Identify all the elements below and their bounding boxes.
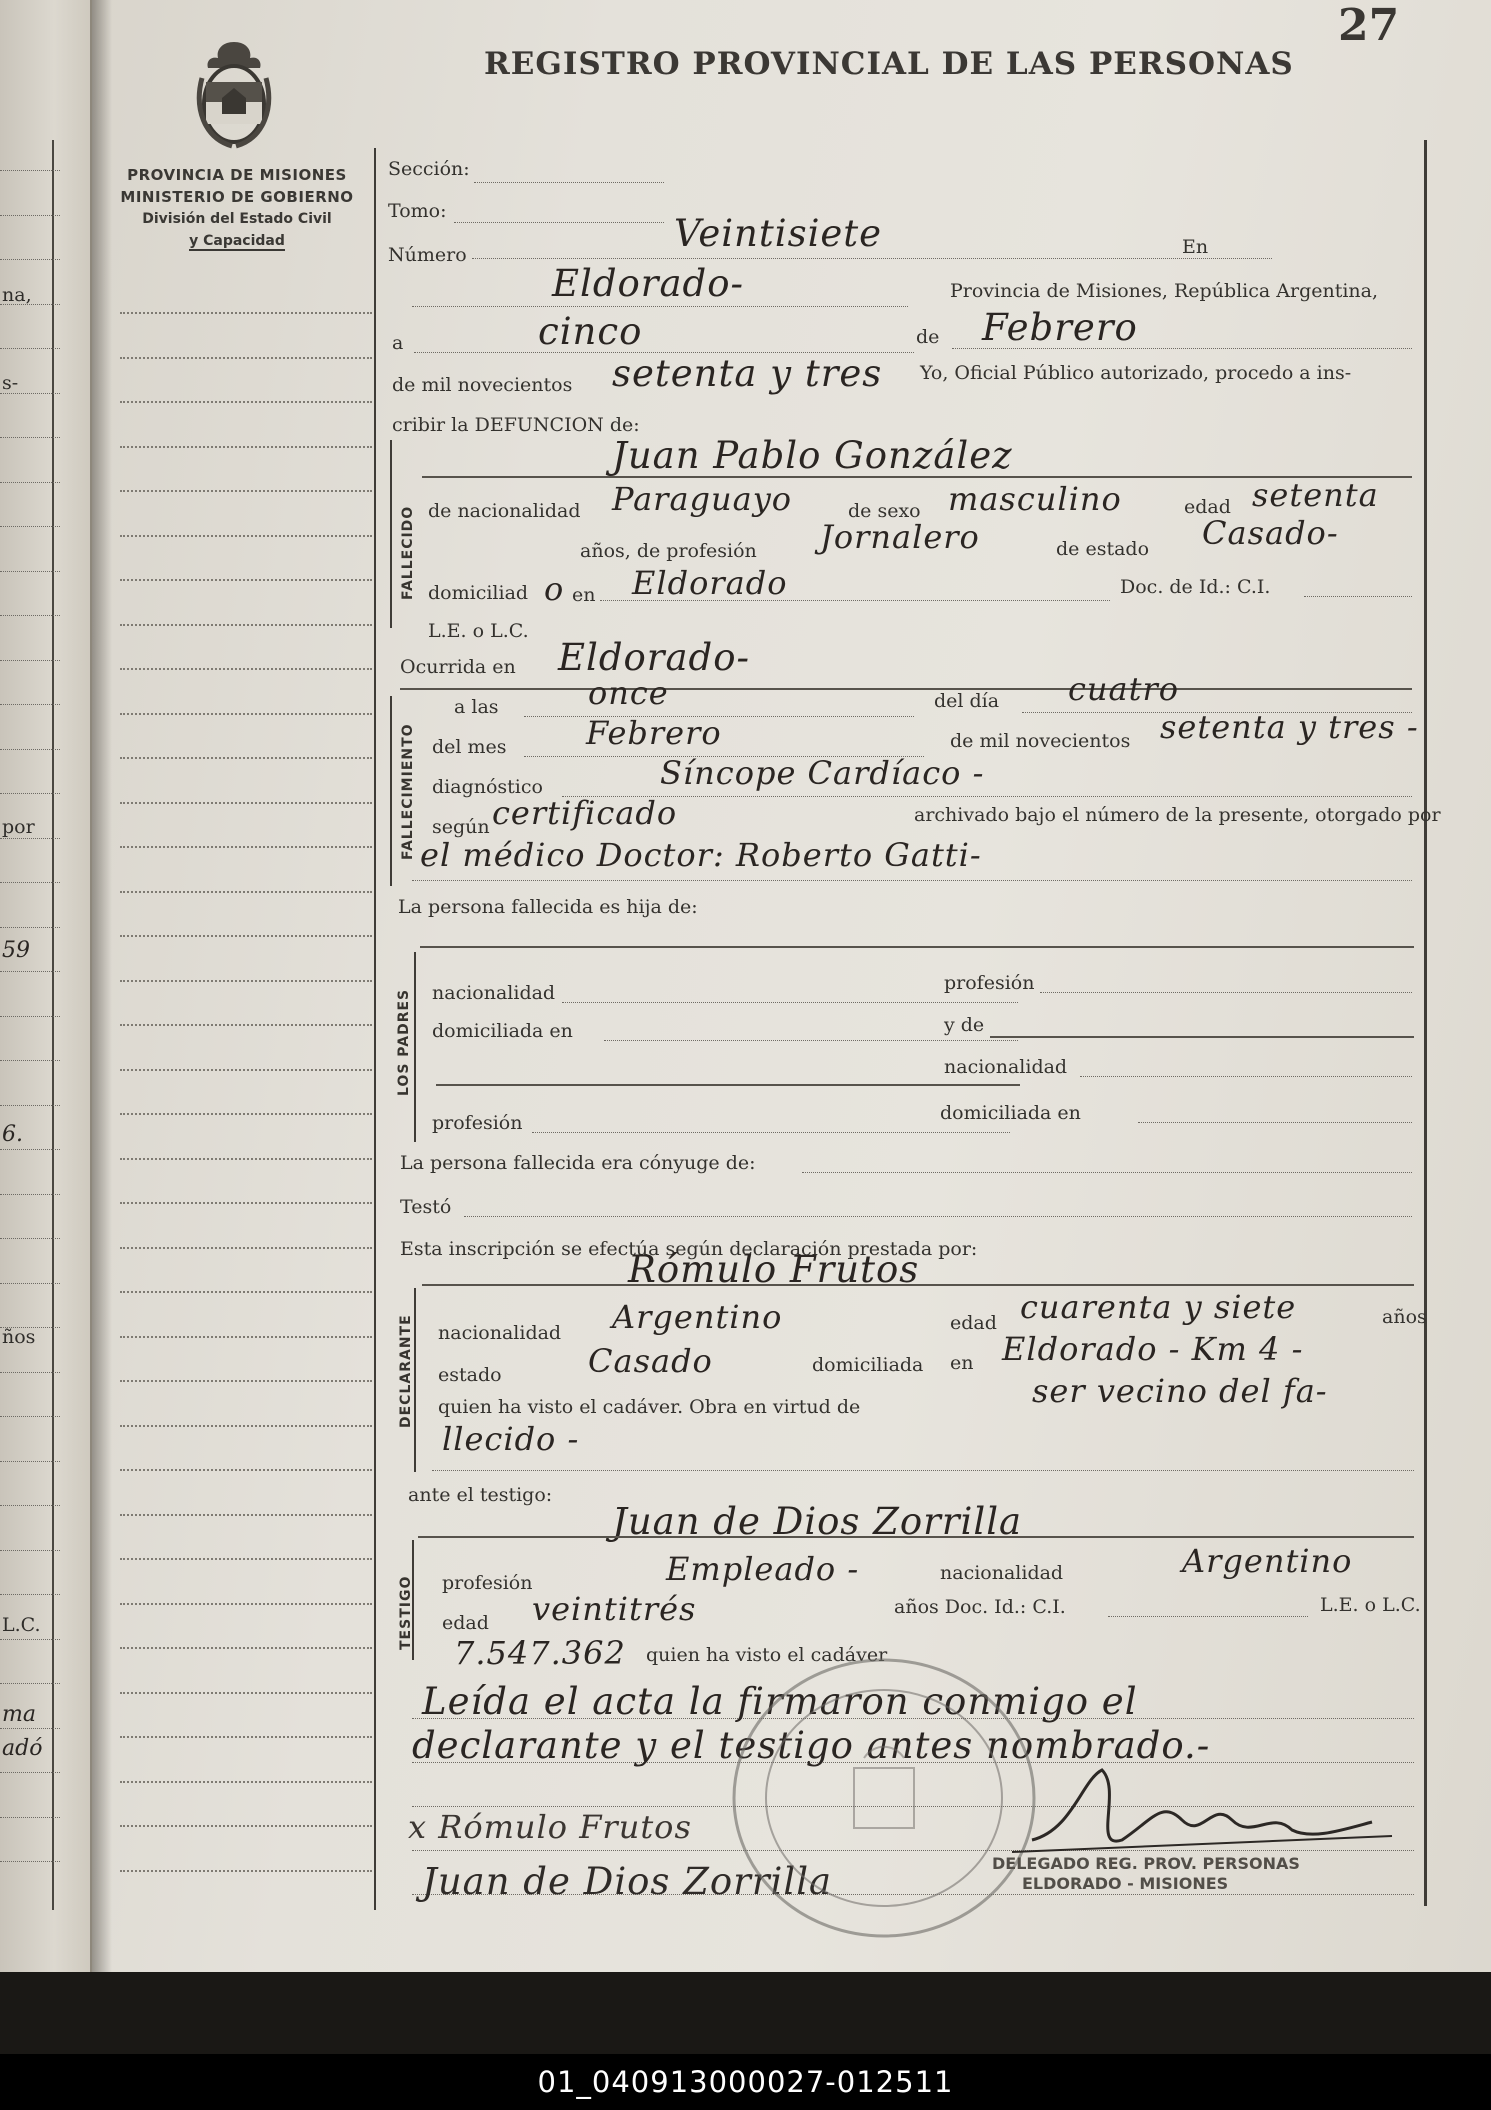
- margin-note-line: [120, 1825, 372, 1827]
- domicilio-field: [600, 600, 1110, 601]
- left-page-line: [0, 704, 60, 705]
- madre-nacionalidad-field[interactable]: [1080, 1076, 1412, 1077]
- declarante-virtud-cont[interactable]: llecido -: [442, 1420, 580, 1458]
- declarante-estado-label: estado: [438, 1364, 502, 1386]
- left-page-fragment: s-: [2, 372, 19, 394]
- left-page-line: [0, 927, 60, 928]
- mes-value[interactable]: Febrero: [586, 714, 722, 752]
- form-left-rule: [374, 148, 376, 1910]
- margin-note-line: [120, 1603, 372, 1605]
- left-page-fragment: adó: [2, 1736, 43, 1761]
- left-page-line: [0, 1105, 60, 1106]
- testigo-section-label: TESTIGO: [398, 1575, 414, 1650]
- image-id-caption: 01_040913000027-012511: [0, 2054, 1491, 2110]
- margin-note-line: [120, 1247, 372, 1249]
- declarante-section-label: DECLARANTE: [398, 1314, 414, 1428]
- padre-line: [436, 1084, 1020, 1086]
- margin-note-line: [120, 1781, 372, 1783]
- left-page-line: [0, 1861, 60, 1862]
- province-name: PROVINCIA DE MISIONES: [127, 166, 347, 184]
- left-page-line: [0, 882, 60, 883]
- estado-label: de estado: [1056, 538, 1150, 560]
- official-stamp-text: DELEGADO REG. PROV. PERSONAS ELDORADO - MISIONES: [992, 1854, 1300, 1893]
- padres-intro: La persona fallecida es hija de:: [398, 896, 698, 918]
- left-page-line: [0, 1728, 60, 1729]
- margin-note-line: [120, 1692, 372, 1694]
- declarante-virtud-field: [432, 1470, 1414, 1471]
- tomo-label: Tomo:: [388, 200, 447, 222]
- testigo-le-lc-label: L.E. o L.C.: [1320, 1594, 1421, 1616]
- place-value[interactable]: Eldorado-: [552, 262, 745, 305]
- division-name-cont: y Capacidad: [189, 233, 285, 249]
- declarante-name-field: [422, 1284, 1414, 1286]
- ministry-name: MINISTERIO DE GOBIERNO: [120, 188, 354, 206]
- provincia-text: Provincia de Misiones, República Argentina,: [950, 280, 1379, 302]
- numero-value[interactable]: Veintisiete: [674, 212, 883, 255]
- testigo-edad-label: edad: [442, 1612, 489, 1634]
- margin-note-line: [120, 1870, 372, 1872]
- left-page-fragment: por: [2, 816, 35, 838]
- testigo-name-field: [418, 1536, 1414, 1538]
- month-field: [952, 348, 1412, 349]
- form-right-rule: [1424, 140, 1427, 1906]
- margin-note-line: [120, 1514, 372, 1516]
- le-lc-label: L.E. o L.C.: [428, 620, 529, 642]
- doc-field[interactable]: [1304, 596, 1412, 597]
- left-page-line: [0, 838, 60, 839]
- margin-note-line: [120, 1736, 372, 1738]
- testigo-profesion-label: profesión: [442, 1572, 533, 1594]
- conyuge-label: La persona fallecida era cónyuge de:: [400, 1152, 756, 1174]
- edad-label: edad: [1184, 496, 1231, 518]
- left-page-line: [0, 1772, 60, 1773]
- seccion-label: Sección:: [388, 158, 470, 180]
- place-field: [412, 306, 908, 307]
- sexo-label: de sexo: [848, 500, 921, 522]
- left-page-line: [0, 393, 60, 394]
- left-page-line: [0, 1194, 60, 1195]
- dia-value[interactable]: cuatro: [1068, 670, 1180, 708]
- declarante-edad-value[interactable]: cuarenta y siete: [1020, 1288, 1297, 1326]
- left-page-line: [0, 526, 60, 527]
- left-page-line: [0, 1416, 60, 1417]
- deceased-name[interactable]: Juan Pablo González: [612, 434, 1013, 477]
- oficial-text: Yo, Oficial Público autorizado, procedo a ins-: [920, 362, 1352, 384]
- fallecimiento-bracket: [390, 696, 392, 886]
- ocurrida-value[interactable]: Eldorado-: [558, 636, 751, 679]
- testigo-quien-label: quien ha visto el cadáver: [646, 1644, 888, 1666]
- left-page-line: [0, 259, 60, 260]
- left-page-line: [0, 304, 60, 305]
- left-page-fragment: L.C.: [2, 1614, 41, 1636]
- left-page-line: [0, 1149, 60, 1150]
- inscribir-text: cribir la DEFUNCION de:: [392, 414, 640, 436]
- margin-note-line: [120, 1202, 372, 1204]
- left-page-line: [0, 1016, 60, 1017]
- padre-domiciliada-label: domiciliada en: [432, 1020, 573, 1042]
- margin-note-line: [120, 312, 372, 314]
- madre-profesion-field[interactable]: [532, 1132, 1010, 1133]
- margin-note-line: [120, 980, 372, 982]
- padre-profesion-label: profesión: [944, 972, 1035, 994]
- y-de-label: y de: [944, 1014, 985, 1036]
- margin-note-line: [120, 668, 372, 670]
- declarante-en-label: en: [950, 1352, 974, 1374]
- padre-nacionalidad-field[interactable]: [562, 1002, 1018, 1003]
- left-page-fragment: ma: [2, 1702, 36, 1727]
- left-page-line: [0, 1238, 60, 1239]
- declarante-anos-label: años: [1382, 1306, 1427, 1328]
- margin-note-line: [120, 446, 372, 448]
- closing-line-2: declarante y el testigo antes nombrado.-: [412, 1724, 1211, 1767]
- declarante-quien-label: quien ha visto el cadáver. Obra en virtud de: [438, 1396, 861, 1418]
- del-mes-label: del mes: [432, 736, 507, 758]
- de-label: de: [916, 326, 940, 348]
- left-page-line: [0, 1505, 60, 1506]
- madre-profesion-label: profesión: [432, 1112, 523, 1134]
- edad-value[interactable]: setenta: [1252, 476, 1379, 514]
- declarante-signature: x Rómulo Frutos: [408, 1808, 692, 1846]
- testigo-edad-value[interactable]: veintitrés: [532, 1590, 697, 1628]
- segun-label: según: [432, 816, 490, 838]
- margin-note-line: [120, 846, 372, 848]
- left-page-line: [0, 615, 60, 616]
- year-prefix: de mil novecientos: [392, 374, 573, 396]
- page-number: 27: [1338, 0, 1400, 51]
- division-name: División del Estado Civil: [142, 211, 332, 227]
- left-page-line: [0, 1550, 60, 1551]
- ocurrida-label: Ocurrida en: [400, 656, 516, 678]
- del-dia-label: del día: [934, 690, 1000, 712]
- testigo-name[interactable]: Juan de Dios Zorrilla: [612, 1500, 1023, 1543]
- left-page-fragment: 6.: [2, 1122, 23, 1147]
- register-page: [92, 0, 1491, 1972]
- madre-nacionalidad-label: nacionalidad: [944, 1056, 1068, 1078]
- margin-note-line: [120, 891, 372, 893]
- sexo-value[interactable]: masculino: [948, 480, 1122, 518]
- margin-note-line: [120, 1291, 372, 1293]
- year-value[interactable]: setenta y tres: [612, 352, 883, 395]
- left-page-line: [0, 971, 60, 972]
- page-title: REGISTRO PROVINCIAL DE LAS PERSONAS: [484, 46, 1294, 82]
- left-page-edge: [0, 0, 92, 1972]
- month-value[interactable]: Febrero: [982, 306, 1138, 349]
- left-page-line: [0, 1327, 60, 1328]
- declarante-nacionalidad-label: nacionalidad: [438, 1322, 562, 1344]
- madre-name-field[interactable]: [990, 1036, 1414, 1038]
- declarante-domicilio-value[interactable]: Eldorado - Km 4 -: [1002, 1330, 1304, 1368]
- margin-note-line: [120, 757, 372, 759]
- medico-field: [412, 880, 1412, 881]
- margin-note-line: [120, 1647, 372, 1649]
- nacionalidad-value[interactable]: Paraguayo: [612, 480, 793, 518]
- closing-line-1: Leída el acta la firmaron conmigo el: [422, 1680, 1138, 1723]
- padre-profesion-field[interactable]: [1040, 992, 1412, 993]
- doc-label: Doc. de Id.: C.I.: [1120, 576, 1271, 598]
- profesion-value[interactable]: Jornalero: [820, 518, 980, 556]
- diagnostico-label: diagnóstico: [432, 776, 543, 798]
- left-page-line: [0, 793, 60, 794]
- testigo-doc-label: años Doc. Id.: C.I.: [894, 1596, 1066, 1618]
- margin-note-line: [120, 1425, 372, 1427]
- archivado-text: archivado bajo el número de la presente, otorgado por: [914, 804, 1441, 826]
- testo-field[interactable]: [464, 1216, 1412, 1217]
- left-page-line: [0, 660, 60, 661]
- left-page-fragment: ños: [2, 1326, 36, 1348]
- declarante-edad-label: edad: [950, 1312, 997, 1334]
- anio-value[interactable]: setenta y tres -: [1160, 708, 1419, 746]
- padres-section-label: LOS PADRES: [396, 988, 412, 1096]
- a-label: a: [392, 332, 404, 354]
- left-page-line: [0, 749, 60, 750]
- numero-field: [472, 258, 1272, 259]
- nacionalidad-label: de nacionalidad: [428, 500, 581, 522]
- declarante-domiciliada-label: domiciliada: [812, 1354, 924, 1376]
- declarante-name[interactable]: Rómulo Frutos: [628, 1248, 920, 1291]
- left-page-line: [0, 1372, 60, 1373]
- left-page-line: [0, 482, 60, 483]
- mil-label: de mil novecientos: [950, 730, 1131, 752]
- estado-value[interactable]: Casado-: [1202, 514, 1339, 552]
- fallecimiento-section-label: FALLECIMIENTO: [400, 723, 416, 860]
- domicilio-value[interactable]: Eldorado: [632, 564, 788, 602]
- testigo-signature: Juan de Dios Zorrilla: [422, 1860, 833, 1903]
- margin-note-line: [120, 357, 372, 359]
- margin-note-line: [120, 579, 372, 581]
- left-page-line: [0, 348, 60, 349]
- left-page-line: [0, 1683, 60, 1684]
- ocurrida-rule: [400, 688, 1412, 690]
- margin-note-line: [120, 1336, 372, 1338]
- left-page-line: [0, 1594, 60, 1595]
- declarante-estado-value[interactable]: Casado: [588, 1342, 713, 1380]
- testigo-ante-label: ante el testigo:: [408, 1484, 553, 1506]
- a-las-label: a las: [454, 696, 499, 718]
- margin-note-line: [120, 935, 372, 937]
- testigo-doc-field[interactable]: [1108, 1616, 1308, 1617]
- padres-bracket: [414, 952, 416, 1142]
- left-page-fragment: na,: [2, 284, 32, 306]
- declaracion-intro: Esta inscripción se efectúa según declaración prestada por:: [400, 1238, 978, 1260]
- margin-note-line: [120, 1113, 372, 1115]
- madre-domiciliada-label: domiciliada en: [940, 1102, 1081, 1124]
- left-page-line: [0, 1639, 60, 1640]
- testigo-profesion-value[interactable]: Empleado -: [666, 1550, 860, 1588]
- official-seal-stamp-icon: [714, 1648, 1054, 1948]
- left-page-line: [0, 1817, 60, 1818]
- page-gutter-shadow: [92, 0, 112, 1972]
- padre-nacionalidad-label: nacionalidad: [432, 982, 556, 1004]
- left-page-line: [0, 1283, 60, 1284]
- margin-note-line: [120, 1069, 372, 1071]
- testigo-nacionalidad-value[interactable]: Argentino: [1182, 1542, 1353, 1580]
- seccion-field[interactable]: [474, 182, 664, 183]
- left-page-line: [0, 1461, 60, 1462]
- declarante-bracket: [414, 1288, 416, 1472]
- margin-note-line: [120, 802, 372, 804]
- declarante-virtud-value[interactable]: ser vecino del fa-: [1032, 1372, 1328, 1410]
- domicilio-o: o: [544, 570, 565, 608]
- declarante-nacionalidad-value[interactable]: Argentino: [612, 1298, 783, 1336]
- left-page-line: [0, 215, 60, 216]
- day-value[interactable]: cinco: [538, 310, 643, 353]
- margin-note-line: [120, 1158, 372, 1160]
- tomo-field[interactable]: [454, 222, 664, 223]
- hora-value[interactable]: once: [588, 674, 669, 712]
- medico-value[interactable]: el médico Doctor: Roberto Gatti-: [420, 836, 982, 874]
- left-page-margin-rule: [52, 140, 54, 1910]
- madre-domicilio-field[interactable]: [1138, 1122, 1412, 1123]
- left-page-line: [0, 571, 60, 572]
- fallecido-bracket: [390, 440, 392, 628]
- margin-note-line: [120, 713, 372, 715]
- issuing-authority: [92, 164, 382, 252]
- left-page-fragment: 59: [2, 938, 30, 963]
- domicilio-en-label: en: [572, 584, 596, 606]
- testo-label: Testó: [400, 1196, 452, 1218]
- left-page-line: [0, 1060, 60, 1061]
- numero-label: Número: [388, 244, 467, 266]
- fallecido-section-label: FALLECIDO: [400, 505, 416, 600]
- testigo-nacionalidad-label: nacionalidad: [940, 1562, 1064, 1584]
- margin-note-line: [120, 490, 372, 492]
- argentina-coat-of-arms-icon: [192, 38, 276, 150]
- padres-rule: [420, 946, 1414, 948]
- conyuge-field[interactable]: [802, 1172, 1412, 1173]
- margin-note-line: [120, 1469, 372, 1471]
- anos-profesion-label: años, de profesión: [580, 540, 757, 562]
- margin-note-line: [120, 1558, 372, 1560]
- domicilio-label: domiciliad: [428, 582, 529, 604]
- left-page-line: [0, 437, 60, 438]
- diagnostico-field: [562, 796, 1412, 797]
- margin-note-line: [120, 1380, 372, 1382]
- diagnostico-value[interactable]: Síncope Cardíaco -: [660, 754, 985, 792]
- margin-note-line: [120, 624, 372, 626]
- en-label: En: [1182, 236, 1209, 258]
- margin-note-line: [120, 401, 372, 403]
- margin-note-line: [120, 535, 372, 537]
- margin-note-line: [120, 1024, 372, 1026]
- padre-domicilio-field[interactable]: [604, 1040, 1018, 1041]
- scan-background: [0, 1972, 1491, 2054]
- left-page-line: [0, 170, 60, 171]
- segun-value[interactable]: certificado: [492, 794, 678, 832]
- testigo-doc-value[interactable]: 7.547.362: [454, 1634, 626, 1672]
